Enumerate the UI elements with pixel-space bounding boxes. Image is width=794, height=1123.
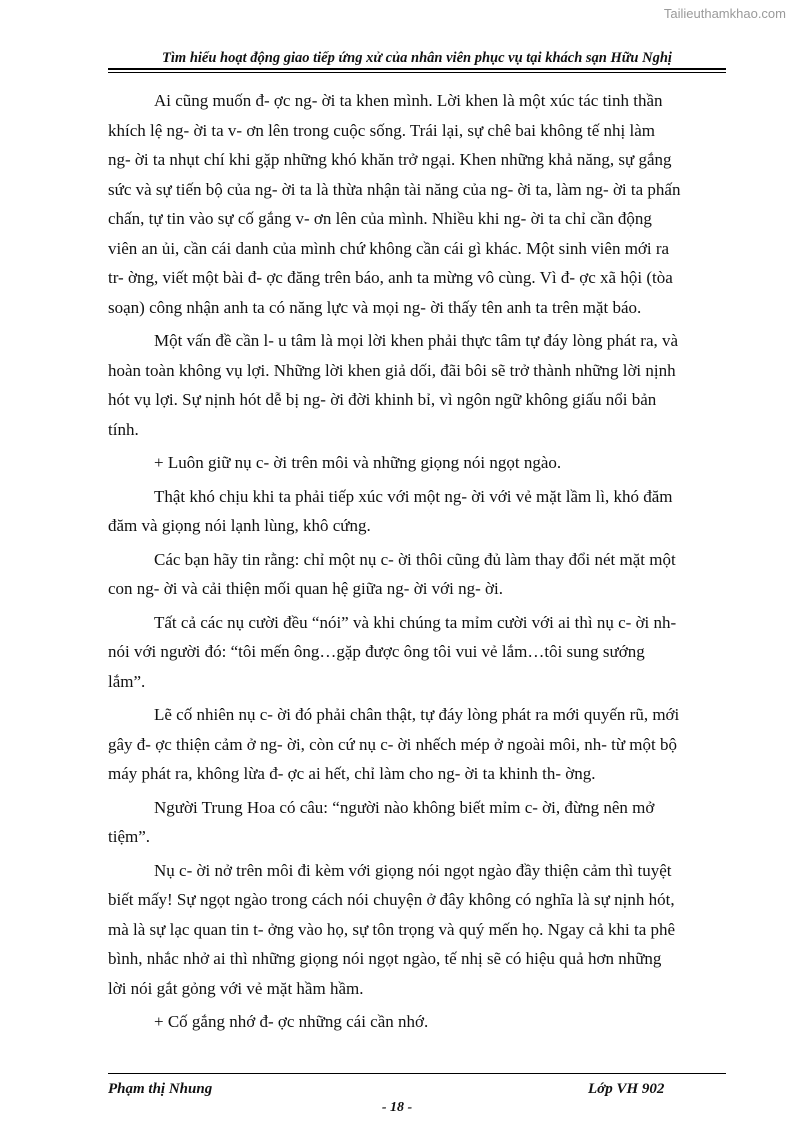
text-line: tr- ờng, viết một bài đ- ợc đăng trên báo, anh ta mừng vô cùng. Vì đ- ợc xã hội (tòa xyxy=(108,268,673,287)
text-line: mà là sự lạc quan tin t- ởng vào họ, sự tôn trọng và quý mến họ. Ngay cả khi ta phê xyxy=(108,919,676,939)
paragraph xyxy=(108,700,726,789)
text-line: Tất cả các nụ cười đều “nói” và khi chúng ta mỉm cười với ai thì nụ c- ời nh- xyxy=(154,612,677,632)
footer-class: Lớp VH 902 xyxy=(588,1081,665,1097)
watermark-text: Tailieuthamkhao.com xyxy=(663,6,786,21)
text-line: chấn, tự tin vào sự cố gắng v- ơn lên của mình. Nhiều khi ng- ời ta chỉ cần động xyxy=(108,209,652,228)
footer-rule xyxy=(108,1073,726,1074)
text-line: tính. xyxy=(108,419,139,439)
body-text xyxy=(108,86,726,1041)
header-rule-thick xyxy=(108,68,726,70)
text-line: Thật khó chịu khi ta phải tiếp xúc với một ng- ời với vẻ mặt lầm lì, khó đăm xyxy=(154,486,673,506)
text-line: + Cố gắng nhớ đ- ợc những cái cần nhớ. xyxy=(154,1012,429,1031)
text-line: sức và sự tiến bộ của ng- ời ta là thừa nhận tài năng của ng- ời ta, làm ng- ời ta phấn xyxy=(108,179,681,199)
text-line: bình, nhắc nhở ai thì những giọng nói ngọt ngào, tế nhị sẽ có hiệu quả hơn những xyxy=(108,949,662,968)
paragraph xyxy=(108,856,726,1004)
text-line: lời nói gắt gỏng với vẻ mặt hầm hầm. xyxy=(108,978,364,998)
text-line: Ai cũng muốn đ- ợc ng- ời ta khen mình. Lời khen là một xúc tác tinh thần xyxy=(154,91,663,110)
paragraph xyxy=(108,608,726,697)
text-line: + Luôn giữ nụ c- ời trên môi và những giọng nói ngọt ngào. xyxy=(154,453,562,472)
page-number: - 18 - xyxy=(381,1100,413,1115)
text-line: máy phát ra, không lừa đ- ợc ai hết, chỉ làm cho ng- ời ta khinh th- ờng. xyxy=(108,764,596,783)
text-line: Người Trung Hoa có câu: “người nào không biết mỉm c- ời, đừng nên mở xyxy=(154,797,655,817)
text-line: hót vụ lợi. Sự nịnh hót dễ bị ng- ời đời khinh bỉ, vì ngôn ngữ không giấu nổi bản xyxy=(108,390,657,409)
paragraph xyxy=(108,793,726,852)
text-line: viên an ủi, cần cái danh của mình chứ không cần cái gì khác. Một sinh viên mới ra xyxy=(108,238,670,258)
text-line: nói với người đó: “tôi mến ông…gặp được ông tôi vui vẻ lắm…tôi sung sướng xyxy=(108,642,645,661)
text-line: gây đ- ợc thiện cảm ở ng- ời, còn cứ nụ c- ời nhếch mép ở ngoài môi, nh- từ một bộ xyxy=(108,734,677,754)
paragraph xyxy=(108,545,726,604)
text-line: lắm”. xyxy=(108,671,146,691)
paragraph xyxy=(108,448,726,478)
text-line: ng- ời ta nhụt chí khi gặp những khó khăn trở ngại. Khen những khả năng, sự gắng xyxy=(108,150,672,169)
text-line: con ng- ời và cải thiện mối quan hệ giữa ng- ời với ng- ời. xyxy=(108,579,504,598)
text-line: đăm và giọng nói lạnh lùng, khô cứng. xyxy=(108,516,371,535)
text-line: hoàn toàn không vụ lợi. Những lời khen giả dối, đãi bôi sẽ trở thành những lời nịnh xyxy=(108,360,676,380)
text-line: soạn) công nhận anh ta có năng lực và mọi ng- ời thấy tên anh ta trên mặt báo. xyxy=(108,297,642,317)
text-line: Lẽ cố nhiên nụ c- ời đó phải chân thật, tự đáy lòng phát ra mới quyến rũ, mới xyxy=(154,705,680,724)
paragraph xyxy=(108,1007,726,1037)
text-line: biết mấy! Sự ngọt ngào trong cách nói chuyện ở đây không có nghĩa là sự nịnh hót, xyxy=(108,890,675,909)
footer-author: Phạm thị Nhung xyxy=(108,1081,213,1097)
text-line: khích lệ ng- ời ta v- ơn lên trong cuộc sống. Trái lại, sự chê bai không tế nhị làm xyxy=(108,120,656,140)
running-header: Tìm hiểu hoạt động giao tiếp ứng xử của nhân viên phục vụ tại khách sạn Hữu Nghị xyxy=(162,50,672,66)
text-line: Nụ c- ời nở trên môi đi kèm với giọng nói ngọt ngào đầy thiện cảm thì tuyệt xyxy=(154,860,672,880)
paragraph xyxy=(108,326,726,444)
text-line: Các bạn hãy tin rằng: chỉ một nụ c- ời thôi cũng đủ làm thay đổi nét mặt một xyxy=(154,549,676,569)
text-line: Một vấn đề cần l- u tâm là mọi lời khen phải thực tâm tự đáy lòng phát ra, và xyxy=(154,331,679,350)
paragraph xyxy=(108,86,726,322)
header-rule-thin xyxy=(108,72,726,73)
paragraph xyxy=(108,482,726,541)
text-line: tiệm”. xyxy=(108,827,151,846)
